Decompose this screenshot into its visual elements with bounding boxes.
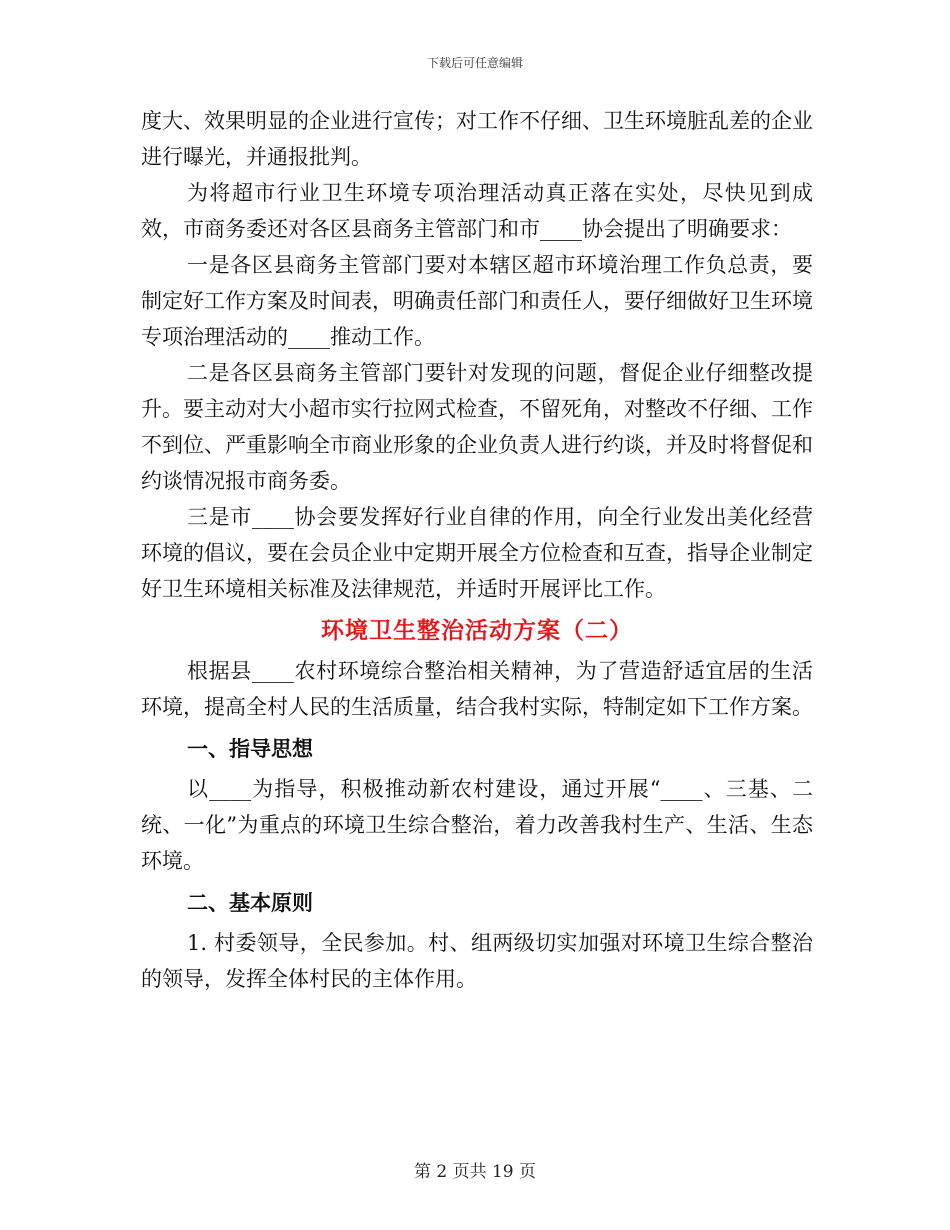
section-title: 环境卫生整治活动方案（二） bbox=[321, 617, 633, 644]
paragraph-principle-1: 1. 村委领导，全民参加。村、组两级切实加强对环境卫生综合整治的领导，发挥全体村民的主体作用。 bbox=[141, 931, 813, 991]
paragraph-continuation: 度大、效果明显的企业进行宣传；对工作不仔细、卫生环境脏乱差的企业进行曝光，并通报批判。 bbox=[141, 109, 813, 169]
document-body bbox=[141, 103, 813, 997]
paragraph-requirement-1: 一是各区县商务主管部门要对本辖区超市环境治理工作负总责，要制定好工作方案及时间表，明确责任部门和责任人，要仔细做好卫生环境专项治理活动的____推动工作。 bbox=[141, 253, 813, 349]
paragraph-requirements-intro: 为将超市行业卫生环境专项治理活动真正落在实处，尽快见到成效，市商务委还对各区县商务主管部门和市____协会提出了明确要求： bbox=[141, 181, 813, 241]
paragraph-guiding-ideology: 以____为指导，积极推动新农村建设，通过开展“____、三基、二统、一化”为重点的环境卫生综合整治，着力改善我村生产、生活、生态环境。 bbox=[141, 777, 813, 873]
heading-basic-principles: 二、基本原则 bbox=[187, 890, 313, 915]
paragraph-requirement-2: 二是各区县商务主管部门要针对发现的问题，督促企业仔细整改提升。要主动对大小超市实行拉网式检查，不留死角，对整改不仔细、工作不到位、严重影响全市商业形象的企业负责人进行约谈，并及时将督促和约谈情况报市商务委。 bbox=[141, 361, 813, 493]
page-number: 第 2 页共 19 页 bbox=[413, 1162, 537, 1182]
heading-guiding-ideology: 一、指导思想 bbox=[187, 736, 313, 761]
page-header-note: 下载后可任意编辑 bbox=[426, 56, 523, 70]
paragraph-section-intro: 根据县____农村环境综合整治相关精神，为了营造舒适宜居的生活环境，提高全村人民的生活质量，结合我村实际，特制定如下工作方案。 bbox=[141, 659, 813, 719]
paragraph-requirement-3: 三是市____协会要发挥好行业自律的作用，向全行业发出美化经营环境的倡议，要在会员企业中定期开展全方位检查和互查，指导企业制定好卫生环境相关标准及法律规范，并适时开展评比工作。 bbox=[141, 505, 813, 601]
